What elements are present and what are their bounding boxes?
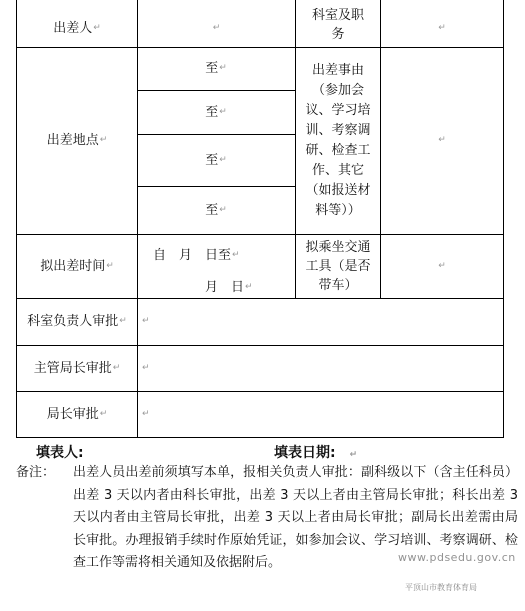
traveler-input[interactable]: ↵	[212, 23, 221, 33]
dept-head-approval-input[interactable]: ↵	[142, 316, 150, 326]
destination-to-1[interactable]: 至 ↵	[205, 61, 227, 76]
date-from-line[interactable]: 自 月 日至 ↵	[153, 247, 240, 263]
traveler-label: 出差人 ↵	[53, 21, 101, 36]
trip-reason-label: 出差事由（参加会议、学习培训、考察调研、检查工作、其它（如报送材料等））	[305, 63, 371, 218]
dept-head-approval-label: 科室负责人审批 ↵	[27, 314, 127, 329]
deputy-director-approval-input[interactable]: ↵	[142, 362, 150, 373]
business-trip-form	[16, 0, 504, 438]
planned-time-label: 拟出差时间 ↵	[40, 258, 114, 274]
destination-to-4[interactable]: 至 ↵	[205, 202, 227, 218]
destination-label: 出差地点 ↵	[46, 133, 108, 148]
dept-position-label: 科室及职务	[311, 8, 364, 42]
director-approval-input[interactable]: ↵	[142, 408, 150, 419]
deputy-director-approval-label: 主管局长审批 ↵	[33, 360, 121, 376]
transport-input[interactable]: ↵	[438, 260, 446, 271]
transport-label: 拟乘坐交通工具（是否带车）	[305, 239, 371, 293]
date-to-line[interactable]: 月 日 ↵	[205, 279, 253, 295]
fill-date-label: 填表日期: ↵	[274, 445, 358, 461]
trip-reason-input[interactable]: ↵	[438, 135, 446, 145]
destination-to-3[interactable]: 至 ↵	[205, 152, 227, 168]
watermark-org: 平顶山市教育体育局	[405, 583, 477, 592]
watermark-site: www.pdsedu.gov.cn	[398, 551, 516, 564]
filler-label: 填表人:	[36, 445, 84, 461]
dept-position-input[interactable]: ↵	[438, 23, 446, 33]
remarks-body: 出差人员出差前须填写本单，报相关负责人审批：副科级以下（含主任科员）出差 3 天以内者由科长审批，出差 3 天以上者由主管局长审批；科长出差 3 天以内者由主管局长审批，出差 3 天以上者由局长审批；副局长出差需由局长审批。办理报销手续时作原始凭证，如参加会议、学习培训、考察调研、检查工作等需将相关通知及依据附后。	[73, 465, 518, 570]
director-approval-label: 局长审批 ↵	[46, 406, 108, 422]
col-divider	[295, 0, 296, 298]
destination-to-2[interactable]: 至 ↵	[205, 104, 227, 120]
fill-info-row	[16, 440, 516, 462]
remarks-prefix: 备注：	[16, 465, 56, 480]
